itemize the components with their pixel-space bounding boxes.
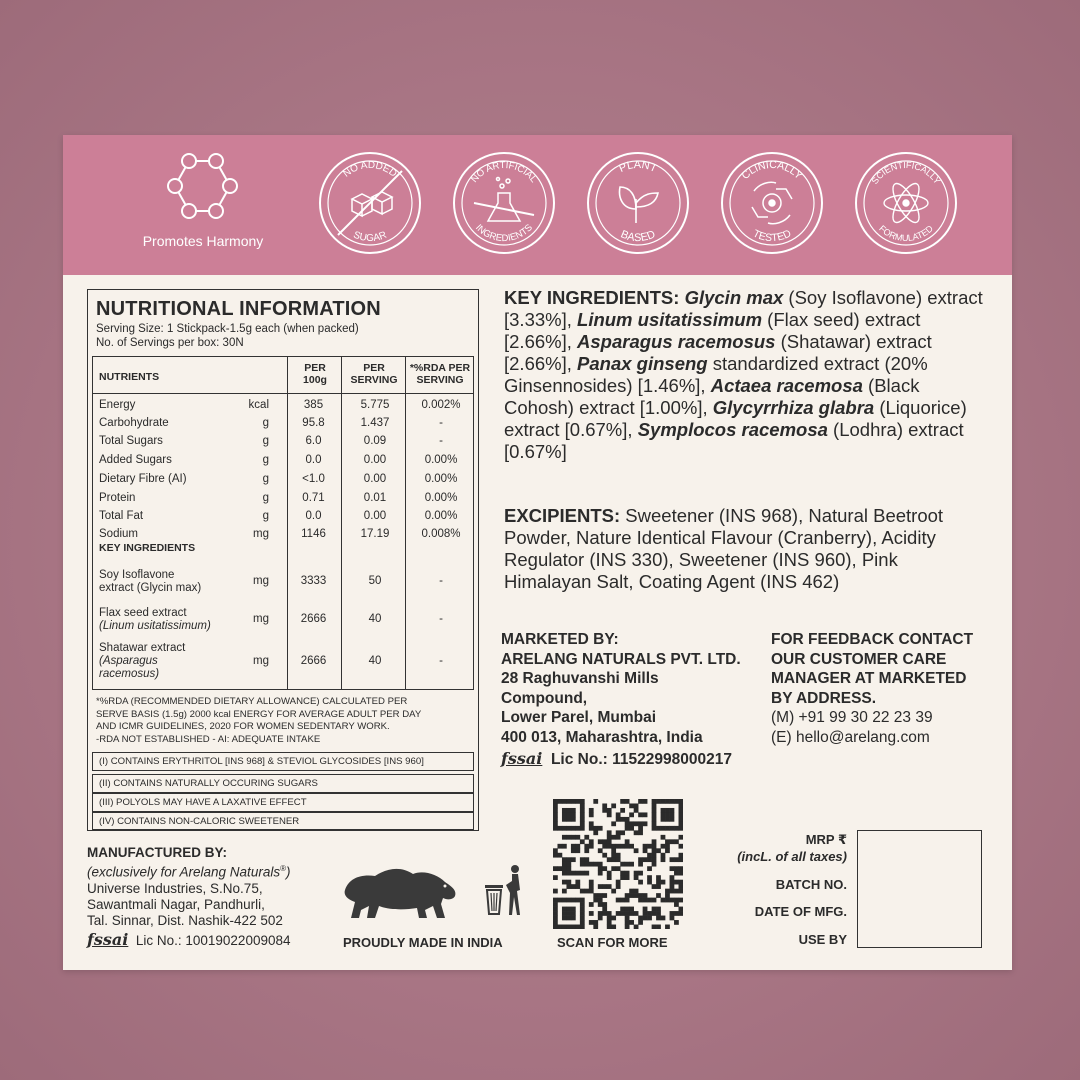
harmony-badge <box>123 151 283 271</box>
nutrient-unit: g <box>262 435 269 447</box>
lion-icon <box>341 860 461 922</box>
nutrient-unit: g <box>262 417 269 429</box>
nutrient-name: Carbohydrate <box>99 417 169 429</box>
email-address: (E) hello@arelang.com <box>771 728 930 746</box>
key-ingredient-per100: 3333 <box>300 575 327 587</box>
plant-top-text: PLANT <box>617 158 659 176</box>
key-ingredient-name: Flax seed extract (Linum usitatissimum) <box>99 607 211 632</box>
clinically-tested-badge <box>720 151 824 255</box>
header-rda: *%RDA PER SERVING <box>409 362 471 386</box>
fssai-logo: fssai <box>501 749 543 768</box>
nutrient-per100: 0.0 <box>305 510 322 522</box>
svg-text:CLINICALLY <box>739 159 804 182</box>
nutrient-per-serving: 0.00 <box>363 510 387 522</box>
leaf-icon <box>620 187 658 223</box>
hands-flower-icon <box>752 182 792 223</box>
nutrient-rda: 0.00% <box>424 454 458 466</box>
nutrition-table <box>87 289 479 831</box>
servings-per-box: No. of Servings per box: 30N <box>96 337 244 349</box>
nutrient-name: Dietary Fibre (AI) <box>99 473 187 485</box>
note-4: (IV) CONTAINS NON-CALORIC SWEETENER <box>92 812 474 830</box>
nutrient-unit: mg <box>253 528 269 540</box>
key-ingredient-per100: 2666 <box>300 655 327 667</box>
nutrient-name: Total Sugars <box>99 435 163 447</box>
scientific-top-text: SCIENTIFICALLY <box>869 159 943 186</box>
key-ingredient-name: Soy Isoflavone extract (Glycin max) <box>99 569 202 594</box>
rda-footnote: *%RDA (RECOMMENDED DIETARY ALLOWANCE) CALCULATED PER SERVE BASIS (1.5g) 2000 kcal ENERGY FOR AVERAGE ADULT PER DAY AND ICMR GUIDELINES, 2020 FOR WOMEN SEDENTARY WORK. -RDA NOT ESTABLISHED - AI: ADEQUATE INTAKE <box>96 696 422 745</box>
svg-text:NO ADDED <box>341 160 398 180</box>
header-perserving: PER SERVING <box>350 362 398 386</box>
nutrient-per100: 385 <box>303 399 324 411</box>
nutrient-per-serving: 0.00 <box>363 454 387 466</box>
key-ingredient-unit: mg <box>253 613 269 625</box>
key-ingredient-per-serving: 50 <box>368 575 382 587</box>
nutrient-per-serving: 17.19 <box>360 528 390 540</box>
badge-band <box>63 135 1012 275</box>
key-ingredient-unit: mg <box>253 655 269 667</box>
nutrient-rda: 0.00% <box>424 492 458 504</box>
nutrient-per-serving: 0.09 <box>363 435 387 447</box>
use-by-label: USE BY <box>798 932 847 947</box>
marketer-license: Lic No.: 11522998000217 <box>550 751 732 768</box>
key-ingredient-rda: - <box>439 575 443 587</box>
note-2: (II) CONTAINS NATURALLY OCCURING SUGARS <box>92 774 474 793</box>
nutrient-rda: 0.008% <box>421 528 461 540</box>
qr-code[interactable] <box>553 799 683 929</box>
scientific-bottom-text: FORMULATED <box>877 223 935 244</box>
nutrient-per100: 0.0 <box>305 454 322 466</box>
feedback-contact: FOR FEEDBACK CONTACT OUR CUSTOMER CARE MANAGER AT MARKETED BY ADDRESS. (M) +91 99 30 22 23 39 (E) hello@arelang.com <box>771 630 1011 747</box>
molecule-icon <box>158 151 248 241</box>
made-in-india-text: PROUDLY MADE IN INDIA <box>343 935 503 950</box>
nutrient-per100: 95.8 <box>302 417 325 429</box>
header-nutrients: NUTRIENTS <box>99 371 160 383</box>
nutrient-rda: 0.00% <box>424 510 458 522</box>
no-added-sugar-badge <box>318 151 422 255</box>
scan-for-more-text: SCAN FOR MORE <box>557 935 668 950</box>
key-ingredient-per-serving: 40 <box>368 655 382 667</box>
clinical-top-text: CLINICALLY <box>739 158 805 182</box>
excipients-text: EXCIPIENTS: Sweetener (INS 968), Natural Beetroot Powder, Nature Identical Flavour (Cranberry), Acidity Regulator (INS 330), Sweetener (INS 960), Pink Himalayan Salt, Coating Agent (INS 462) <box>504 505 944 592</box>
artificial-top-text: NO ARTIFICIAL <box>468 159 540 185</box>
nutrient-rda: 0.002% <box>421 399 461 411</box>
nutrient-unit: g <box>262 454 269 466</box>
key-ingredients-text: KEY INGREDIENTS: Glycin max (Soy Isoflavone) extract [3.33%], Linum usitatissimum (Flax seed) extract [2.66%], Asparagus racemosus (Shatawar) extract [2.66%], Panax ginseng standardized extract (20% Ginsennosides) [1.46%], Actaea racemosa (Black Cohosh) extract [1.00%], Glycyrrhiza glabra (Liquorice) extract [0.67%], Symplocos racemosa (Lodhra) extract [0.67%] <box>504 287 983 462</box>
plant-bottom-text: BASED <box>618 228 658 245</box>
note-1: (I) CONTAINS ERYTHRITOL [INS 968] & STEVIOL GLYCOSIDES [INS 960] <box>92 752 474 771</box>
mrp-value-box <box>857 830 982 948</box>
svg-text:NO ARTIFICIAL <box>469 160 539 185</box>
key-ingredient-rda: - <box>439 613 443 625</box>
nutrient-rda: - <box>439 417 443 429</box>
nutrient-per100: 6.0 <box>305 435 322 447</box>
svg-text:INGREDIENTS <box>473 222 535 244</box>
manufacturer-license: Lic No.: 10019022009084 <box>135 932 291 948</box>
batch-label: BATCH NO. <box>775 877 847 892</box>
nutrient-rda: 0.00% <box>424 473 458 485</box>
nutrient-unit: g <box>262 492 269 504</box>
product-label <box>63 135 1012 970</box>
manufactured-by: MANUFACTURED BY: (exclusively for Arelang Naturals®) Universe Industries, S.No.75, Sawantmali Nagar, Pandhurli, Tal. Sinnar, Dist. Nashik-422 502 fssai Lic No.: 10019022009084 <box>87 845 291 949</box>
nutrient-per-serving: 0.01 <box>363 492 387 504</box>
header-per100: PER 100g <box>303 362 327 386</box>
nutrient-per-serving: 1.437 <box>360 417 390 429</box>
date-mfg-label: DATE OF MFG. <box>754 904 847 919</box>
sugar-bottom-text: SUGAR <box>351 229 389 244</box>
phone-number: (M) +91 99 30 22 23 39 <box>771 709 933 726</box>
nutrient-rda: - <box>439 435 443 447</box>
nutrition-title: NUTRITIONAL INFORMATION <box>96 298 381 320</box>
key-ingredient-per100: 2666 <box>300 613 327 625</box>
no-artificial-badge <box>452 151 556 255</box>
artificial-bottom-text: INGREDIENTS <box>473 222 535 245</box>
serving-info <box>96 322 359 350</box>
nutrient-name: Protein <box>99 492 136 504</box>
serving-size: Serving Size: 1 Stickpack-1.5g each (when packed) <box>96 323 359 335</box>
nutrient-name: Total Fat <box>99 510 144 522</box>
key-ingredient-unit: mg <box>253 575 269 587</box>
nutrition-grid <box>92 356 474 690</box>
nutrient-name: Energy <box>99 399 136 411</box>
sugar-top-text: NO ADDED <box>341 159 399 180</box>
key-ingredient-name: Shatawar extract (Asparagus racemosus) <box>99 642 186 680</box>
trash-bin-icon <box>481 863 529 919</box>
nutrient-unit: g <box>262 510 269 522</box>
mrp-label: MRP ₹ <box>805 832 847 847</box>
flask-icon <box>474 178 534 222</box>
nutrient-unit: kcal <box>248 399 269 411</box>
sugar-cube-icon <box>338 171 402 235</box>
svg-text:PLANT <box>617 159 659 175</box>
nutrient-per-serving: 5.775 <box>360 399 390 411</box>
nutrient-name: Sodium <box>99 528 138 540</box>
atom-icon <box>884 180 928 226</box>
note-3: (III) POLYOLS MAY HAVE A LAXATIVE EFFECT <box>92 793 474 812</box>
nutrient-unit: g <box>262 473 269 485</box>
svg-text:SCIENTIFICALLY <box>870 160 943 186</box>
harmony-caption: Promotes Harmony <box>142 233 264 249</box>
nutrient-per100: <1.0 <box>302 473 325 485</box>
nutrient-per100: 1146 <box>301 528 326 540</box>
scientifically-formulated-badge <box>854 151 958 255</box>
svg-text:BASED <box>619 228 657 244</box>
clinical-bottom-text: TESTED <box>750 227 794 245</box>
svg-text:SUGAR <box>352 230 389 244</box>
plant-based-badge <box>586 151 690 255</box>
mrp-tax-note: (incL. of all taxes) <box>737 849 847 864</box>
key-ingredient-per-serving: 40 <box>368 613 382 625</box>
nutrient-per-serving: 0.00 <box>363 473 387 485</box>
nutrient-per100: 0.71 <box>302 492 325 504</box>
key-ingredient-rda: - <box>439 655 443 667</box>
fssai-logo-mfg: fssai <box>87 929 129 949</box>
marketed-by: MARKETED BY: ARELANG NATURALS PVT. LTD. 28 Raghuvanshi Mills Compound, Lower Parel, Mumbai 400 013, Maharashtra, India fssai Lic No.: 11522998000217 <box>501 631 741 768</box>
nutrient-name: Added Sugars <box>99 454 172 466</box>
key-ingredients-heading: KEY INGREDIENTS <box>99 542 196 554</box>
